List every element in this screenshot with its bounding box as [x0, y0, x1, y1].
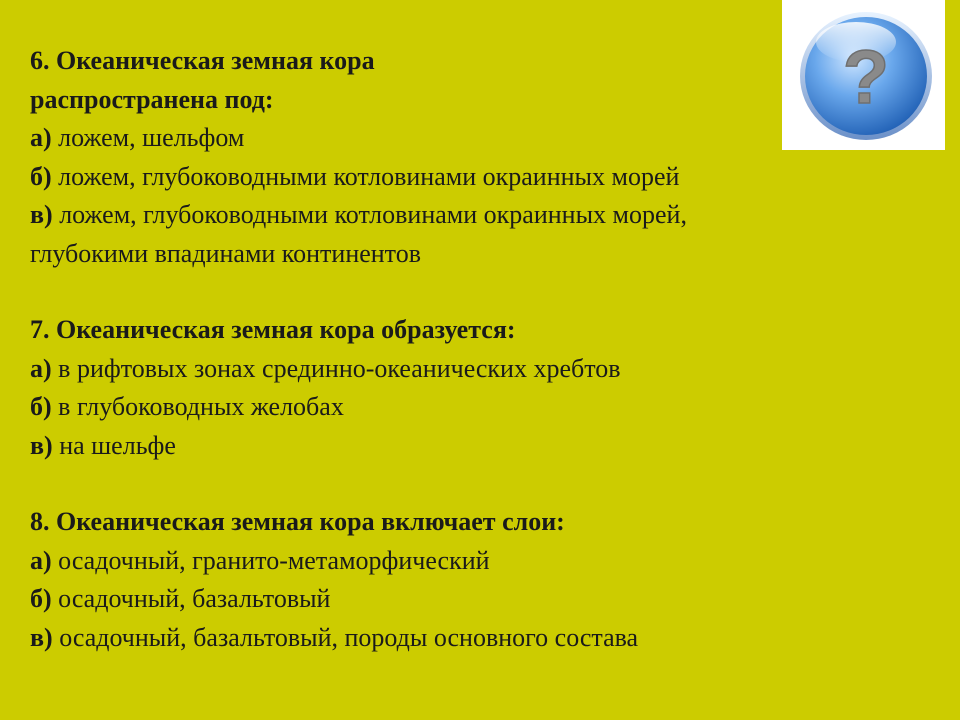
question-title-continuation: распространена под: [30, 84, 274, 114]
answer-letter: в) [30, 200, 53, 229]
answer-letter: б) [30, 161, 52, 191]
quiz-content [30, 42, 910, 657]
answer-text: на шельфе [52, 430, 176, 460]
answer-letter: а) [30, 545, 52, 575]
question-mark-icon [782, 0, 945, 150]
question-mark-picture [782, 0, 945, 150]
question-6 [30, 42, 910, 273]
answer-letter: в) [30, 430, 53, 460]
answer-text: ложем, глубоководными котловинами окраинных морей [51, 161, 680, 191]
answer-option-b [30, 388, 910, 427]
answer-letter: а) [30, 123, 52, 152]
answer-option-a [30, 542, 910, 581]
answer-option-b [30, 158, 910, 197]
answer-option-a [30, 119, 910, 158]
answer-text: ложем, шельфом [51, 123, 245, 152]
answer-option-a [30, 350, 910, 389]
question-7 [30, 311, 910, 465]
answer-text: в рифтовых зонах срединно-океанических хребтов [51, 353, 621, 383]
answer-letter: б) [30, 392, 52, 421]
answer-continuation: глубокими впадинами континентов [30, 238, 421, 268]
question-8 [30, 503, 910, 657]
answer-text: осадочный, базальтовый [51, 584, 331, 613]
question-title: 8. Океаническая земная кора включает слои: [30, 507, 565, 536]
answer-option-b [30, 580, 910, 619]
answer-option-c [30, 196, 910, 235]
answer-text: осадочный, гранито-метаморфический [51, 545, 490, 575]
question-title: 6. Океаническая земная кора [30, 46, 375, 75]
answer-option-c [30, 427, 910, 466]
answer-text: ложем, глубоководными котловинами окраинных морей, [52, 200, 687, 229]
answer-letter: б) [30, 584, 52, 613]
answer-text: осадочный, базальтовый, породы основного состава [52, 622, 639, 652]
answer-letter: а) [30, 353, 52, 383]
answer-option-c [30, 619, 910, 658]
answer-letter: в) [30, 622, 53, 652]
answer-text: в глубоководных желобах [51, 392, 344, 421]
question-glyph: ? [842, 35, 890, 120]
question-title: 7. Океаническая земная кора образуется: [30, 315, 516, 344]
